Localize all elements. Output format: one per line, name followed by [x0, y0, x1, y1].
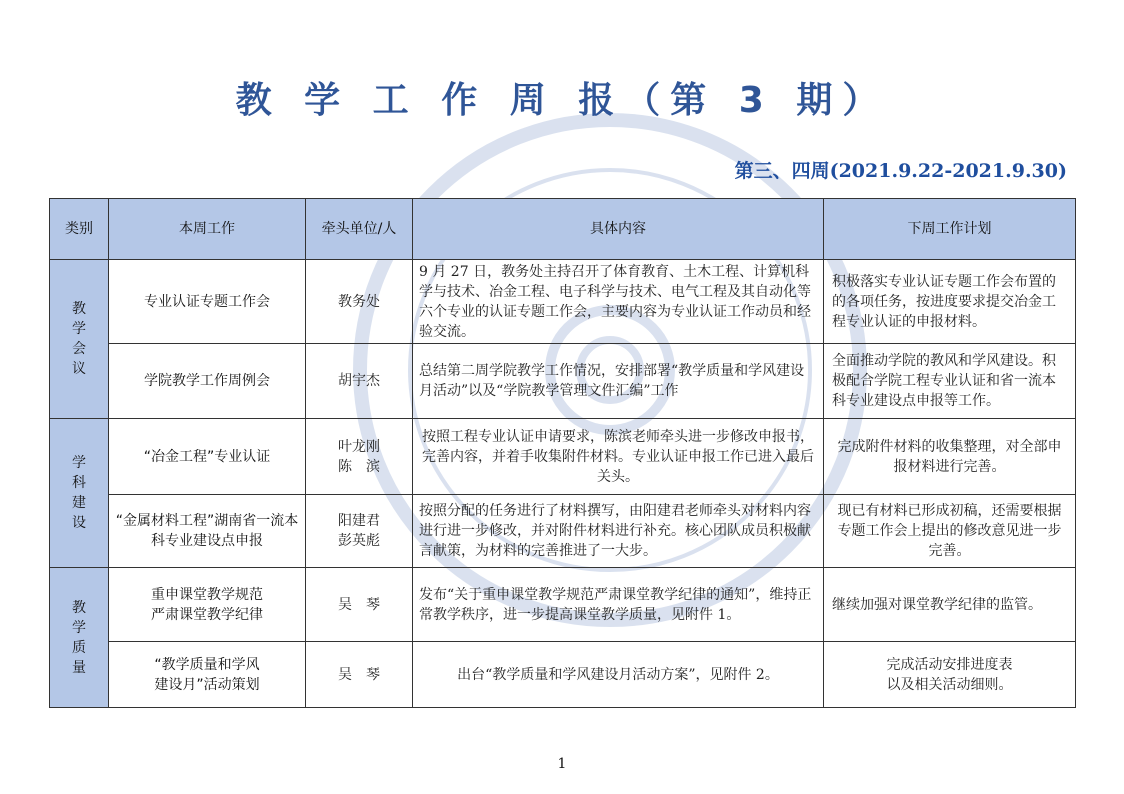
table-row: [50, 642, 1076, 708]
category-cell: 教 学 会 议: [50, 260, 109, 419]
plan-cell: 全面推动学院的教风和学风建设。积极配合学院工程专业认证和省一流本科专业建设点申报等工作。: [824, 344, 1076, 419]
table-row: [50, 568, 1076, 642]
lead-cell: 叶龙刚 陈 滨: [306, 419, 413, 495]
work-cell: 专业认证专题工作会: [109, 260, 306, 344]
table-row: [50, 495, 1076, 568]
header-work: 本周工作: [109, 199, 306, 260]
page-number: 1: [557, 756, 567, 772]
content-cell: 9 月 27 日，教务处主持召开了体育教育、土木工程、计算机科学与技术、冶金工程、电子科学与技术、电气工程及其自动化等六个专业的认证专题工作会，主要内容为专业认证工作动员和经验交流。: [413, 260, 824, 344]
table-header-row: [50, 199, 1076, 260]
report-period: 第三、四周(2021.9.22-2021.9.30): [734, 160, 1067, 182]
work-cell: 重申课堂教学规范 严肃课堂教学纪律: [109, 568, 306, 642]
lead-cell: 阳建君 彭英彪: [306, 495, 413, 568]
lead-cell: 教务处: [306, 260, 413, 344]
work-cell: “教学质量和学风 建设月”活动策划: [109, 642, 306, 708]
plan-cell: 现已有材料已形成初稿，还需要根据专题工作会上提出的修改意见进一步完善。: [824, 495, 1076, 568]
page-title: 教 学 工 作 周 报（第 3 期）: [235, 80, 889, 121]
content-cell: 总结第二周学院教学工作情况，安排部署“教学质量和学风建设月活动”以及“学院教学管理文件汇编”工作: [413, 344, 824, 419]
category-cell: 教 学 质 量: [50, 568, 109, 708]
weekly-report-table: [49, 198, 1076, 708]
plan-cell: 积极落实专业认证专题工作会布置的的各项任务，按进度要求提交冶金工程专业认证的申报材料。: [824, 260, 1076, 344]
content-cell: 按照工程专业认证申请要求，陈滨老师牵头进一步修改申报书，完善内容，并着手收集附件材料。专业认证申报工作已进入最后关头。: [413, 419, 824, 495]
table-row: [50, 419, 1076, 495]
header-plan: 下周工作计划: [824, 199, 1076, 260]
header-content: 具体内容: [413, 199, 824, 260]
category-cell: 学 科 建 设: [50, 419, 109, 568]
content-cell: 按照分配的任务进行了材料撰写，由阳建君老师牵头对材料内容进行进一步修改，并对附件材料进行补充。核心团队成员积极献言献策，为材料的完善推进了一大步。: [413, 495, 824, 568]
table-row: [50, 344, 1076, 419]
table-row: [50, 260, 1076, 344]
work-cell: 学院教学工作周例会: [109, 344, 306, 419]
plan-cell: 继续加强对课堂教学纪律的监管。: [824, 568, 1076, 642]
content-cell: 出台“教学质量和学风建设月活动方案”，见附件 2。: [413, 642, 824, 708]
plan-cell: 完成活动安排进度表 以及相关活动细则。: [824, 642, 1076, 708]
plan-cell: 完成附件材料的收集整理，对全部申报材料进行完善。: [824, 419, 1076, 495]
lead-cell: 胡宇杰: [306, 344, 413, 419]
work-cell: “金属材料工程”湖南省一流本科专业建设点申报: [109, 495, 306, 568]
lead-cell: 吴 琴: [306, 568, 413, 642]
work-cell: “冶金工程”专业认证: [109, 419, 306, 495]
content-cell: 发布“关于重申课堂教学规范严肃课堂教学纪律的通知”，维持正常教学秩序，进一步提高课堂教学质量，见附件 1。: [413, 568, 824, 642]
header-category: 类别: [50, 199, 109, 260]
header-lead: 牵头单位/人: [306, 199, 413, 260]
lead-cell: 吴 琴: [306, 642, 413, 708]
